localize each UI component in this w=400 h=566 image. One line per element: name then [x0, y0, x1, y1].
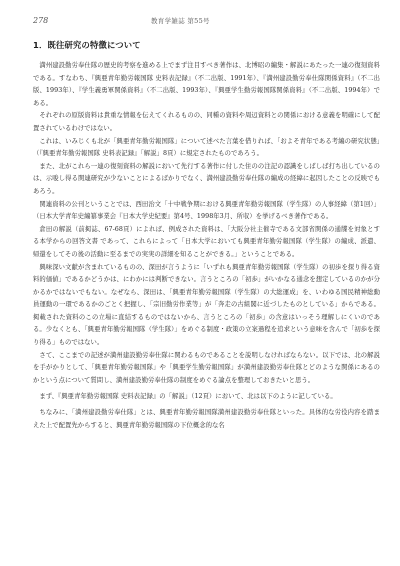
paragraph-4: また、北がこれら一連の復刻資料の解説において先行する著作に付した住のの注記の認識をしばしば打ち出しているのは、示唆し得る関連研究が少ないことによるばかりでなく、満州建設勤労奉仕隊の編成の経緯に起因したことの反映でもあろう。 — [33, 162, 380, 195]
paragraph-9: まず、『興亜青年勤労報国隊 史料表記録』の「解説」（12頁）において、北は以下のように記している。 — [39, 392, 337, 400]
section-heading: 1．既往研究の特徴について — [33, 40, 141, 50]
paragraph-10: ちなみに、「満州建設勤労奉仕隊」とは、興亜青年勤労報国隊満州建設勤労奉仕隊といった。具体的な労役内容を踏まえた上で配置先からすると、興亜青年勤労報国隊の下位概念的な名 — [33, 409, 380, 429]
paragraph-2: それぞれの原版資料は貴重な情報を伝えてくれるものの、同種の資料や周辺資料との関係における意義を明確にして配置されているわけではない。 — [33, 112, 380, 132]
paragraph-1: 満州建設勤労奉仕隊の歴史的考察を進める上でまず注目すべき著作は、北博昭の編集・解説にあたった一連の復刻資料である。すなわち、『興亜青年勤労報国隊 史料表記録』（不二出版、1991年）、『満州建設勤労奉仕隊関係資料』（不二出版、1993年）、『学生義勇軍関係資料』（不二出版、1993年）、『興亜学生勤労報国隊関係資料』（不二出版、1994年）である。 — [33, 62, 380, 107]
paragraph-7: 興味深い文献が含まれているものの、深田が言うように「いずれも興亜青年勤労報国隊（学生隊）の初歩を探り得る資料的価値」であるかどうかは、にわかには判断できない。言うところの「初歩」がいかなる通念を想定しているのかが分かるかではないでもない。なぜなら、深田は、「興亜青年勤労報国隊（学生隊）の大総運成」を、いわゆる国民精神総動員運動の一環であるかのごとく把握し、「宗旧勤労作業等」が「奔走の古組閣に近づしたものとしている」からである。掲載された資料のこの立場に直結するものではないから、言うところの「初歩」の含意はいっそう理解しにくいのである。少なくとも、「興亜青年勤労報国隊（学生隊）」をめぐる制度・政策の立案過程を追求という意味を含んで「初歩を探り得る」ものではない。 — [33, 263, 380, 347]
paragraph-5: 関連資料の公刊ということでは、西田治文「十中戦争期における興亜青年勤労報国隊（学生隊）の人事経緯（第1回）」（日本大学青年史編纂事業会『日本大学史紀要』第4号、1998年3月、所収）を挙げるべき著作である。 — [33, 200, 380, 221]
paragraph-8: さて、ここまでの記述が満州建設勤労奉仕隊に関わるものであることを説明しなければならない。以下では、北の解説を手がかりとして、「興亜青年勤労報国隊」や「興亜学生勤労報国隊」が満州建設勤労奉仕隊とどのような関係にあるのかという点について質問し、満州建設勤労奉仕隊の制度をめぐる論点を整理しておきたいと思う。 — [33, 351, 380, 384]
paragraph-3: これは、いみじくも北が「興亜青年勤労報国隊」について述べた言葉を借りれば、「およそ青年である考編の研究状態」（『興亜青年勤労報国隊 史料表記録』「解説」8頁）に規定されたものであろう。 — [33, 137, 380, 158]
body-text — [33, 60, 380, 432]
page-number: 278 — [33, 16, 49, 25]
journal-title: 教育学雑誌 第55号 — [151, 17, 210, 25]
paragraph-6: 倉田の解説（前掲誌、67-68頁）によれば、例成された資料は、「大阪分社主催寺である文部省関係の通牒を対象とする本学からの回答文書 であって、これらによって「日本大学においても興亜青年勤労報国隊（学生隊）の編成、派遣、帰還をしてその後の活動に至るまでの実実の詳細を知ることができる。」ということである。 — [33, 225, 380, 258]
running-head — [33, 16, 380, 30]
